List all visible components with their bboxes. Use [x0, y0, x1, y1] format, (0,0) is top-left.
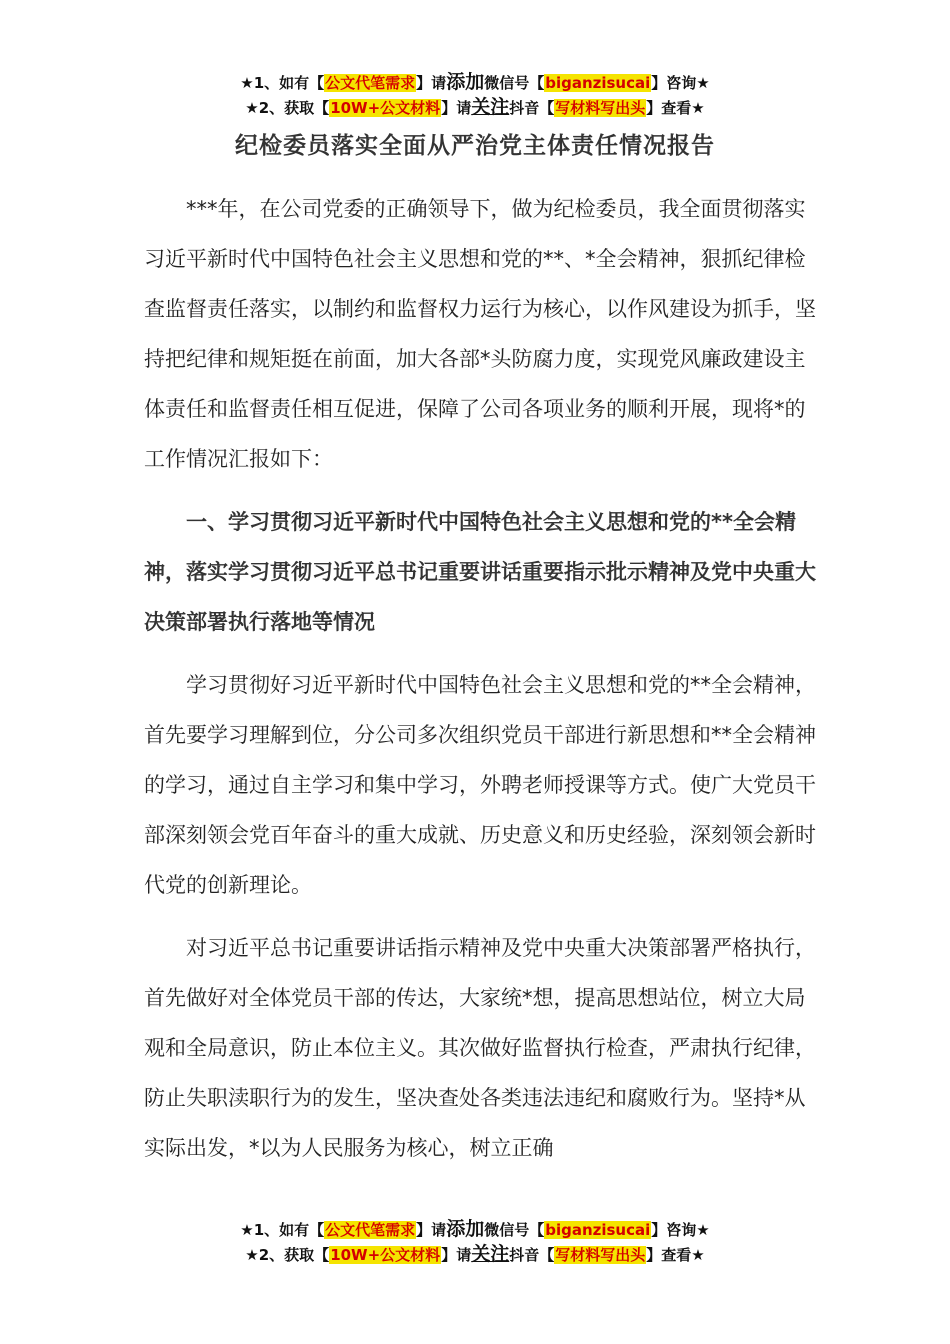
footer-line-1-highlight-service: 公文代笔需求: [325, 1221, 416, 1239]
banner-line-2-mid2: 抖音【: [509, 99, 555, 117]
footer-line-1-mid2: 微信号【: [484, 1221, 545, 1239]
banner-line-2-mid: 】请: [441, 99, 472, 117]
banner-line-1-suffix: 】咨询★: [651, 74, 710, 92]
document-title: 纪检委员落实全面从严治党主体责任情况报告: [235, 133, 715, 159]
footer-line-2-mid2: 抖音【: [509, 1246, 555, 1264]
section-heading-1: 一、学习贯彻习近平新时代中国特色社会主义思想和党的**全会精神，落实学习贯彻习近平总书记重要讲话重要指示批示精神及党中央重大决策部署执行落地等情况: [144, 510, 816, 634]
footer-line-1-highlight-wechat: biganzisucai: [545, 1221, 651, 1239]
banner-line-2-highlight-materials: 10W+公文材料: [330, 99, 441, 117]
banner-line-1-highlight-service: 公文代笔需求: [325, 74, 416, 92]
banner-line-1: [0, 70, 950, 95]
footer-line-2: [0, 1242, 950, 1267]
banner-line-2: [0, 95, 950, 120]
footer-line-1-emphasis: 添加: [446, 1218, 485, 1240]
footer-line-2-highlight-douyin: 写材料写出头: [555, 1246, 646, 1264]
banner-line-1-emphasis: 添加: [446, 71, 485, 93]
footer-line-2-prefix: ★2、获取【: [245, 1246, 330, 1264]
banner-line-1-prefix: ★1、如有【: [240, 74, 325, 92]
banner-line-2-emphasis: 关注: [471, 96, 510, 118]
banner-line-2-prefix: ★2、获取【: [245, 99, 330, 117]
document-body: [144, 184, 824, 1186]
footer-line-1-mid: 】请: [416, 1221, 447, 1239]
banner-line-1-highlight-wechat: biganzisucai: [545, 74, 651, 92]
footer-line-2-emphasis: 关注: [471, 1243, 510, 1265]
paragraph-study: 学习贯彻好习近平新时代中国特色社会主义思想和党的**全会精神，首先要学习理解到位，分公司多次组织党员干部进行新思想和**全会精神的学习，通过自主学习和集中学习，外聘老师授课等方式。使广大党员干部深刻领会党百年奋斗的重大成就、历史意义和历史经验，深刻领会新时代党的创新理论。: [144, 673, 816, 897]
paragraph-intro: ***年，在公司党委的正确领导下，做为纪检委员，我全面贯彻落实习近平新时代中国特色社会主义思想和党的**、*全会精神，狠抓纪律检查监督责任落实，以制约和监督权力运行为核心，以作风建设为抓手，坚持把纪律和规矩挺在前面，加大各部*头防腐力度，实现党风廉政建设主体责任和监督责任相互促进，保障了公司各项业务的顺利开展，现将*的工作情况汇报如下：: [144, 197, 816, 471]
banner-line-2-highlight-douyin: 写材料写出头: [555, 99, 646, 117]
banner-line-2-suffix: 】查看★: [646, 99, 705, 117]
footer-line-2-highlight-materials: 10W+公文材料: [330, 1246, 441, 1264]
banner-line-1-mid2: 微信号【: [484, 74, 545, 92]
header-banner: [0, 70, 950, 120]
footer-line-1-prefix: ★1、如有【: [240, 1221, 325, 1239]
footer-line-1-suffix: 】咨询★: [651, 1221, 710, 1239]
paragraph-implementation: 对习近平总书记重要讲话指示精神及党中央重大决策部署严格执行，首先做好对全体党员干部的传达，大家统*想，提高思想站位，树立大局观和全局意识，防止本位主义。其次做好监督执行检查，严肃执行纪律，防止失职渎职行为的发生，坚决查处各类违法违纪和腐败行为。坚持*从实际出发，*以为人民服务为核心，树立正确: [144, 936, 816, 1160]
footer-line-2-suffix: 】查看★: [646, 1246, 705, 1264]
footer-banner: [0, 1217, 950, 1267]
banner-line-1-mid: 】请: [416, 74, 447, 92]
footer-line-2-mid: 】请: [441, 1246, 472, 1264]
footer-line-1: [0, 1217, 950, 1242]
